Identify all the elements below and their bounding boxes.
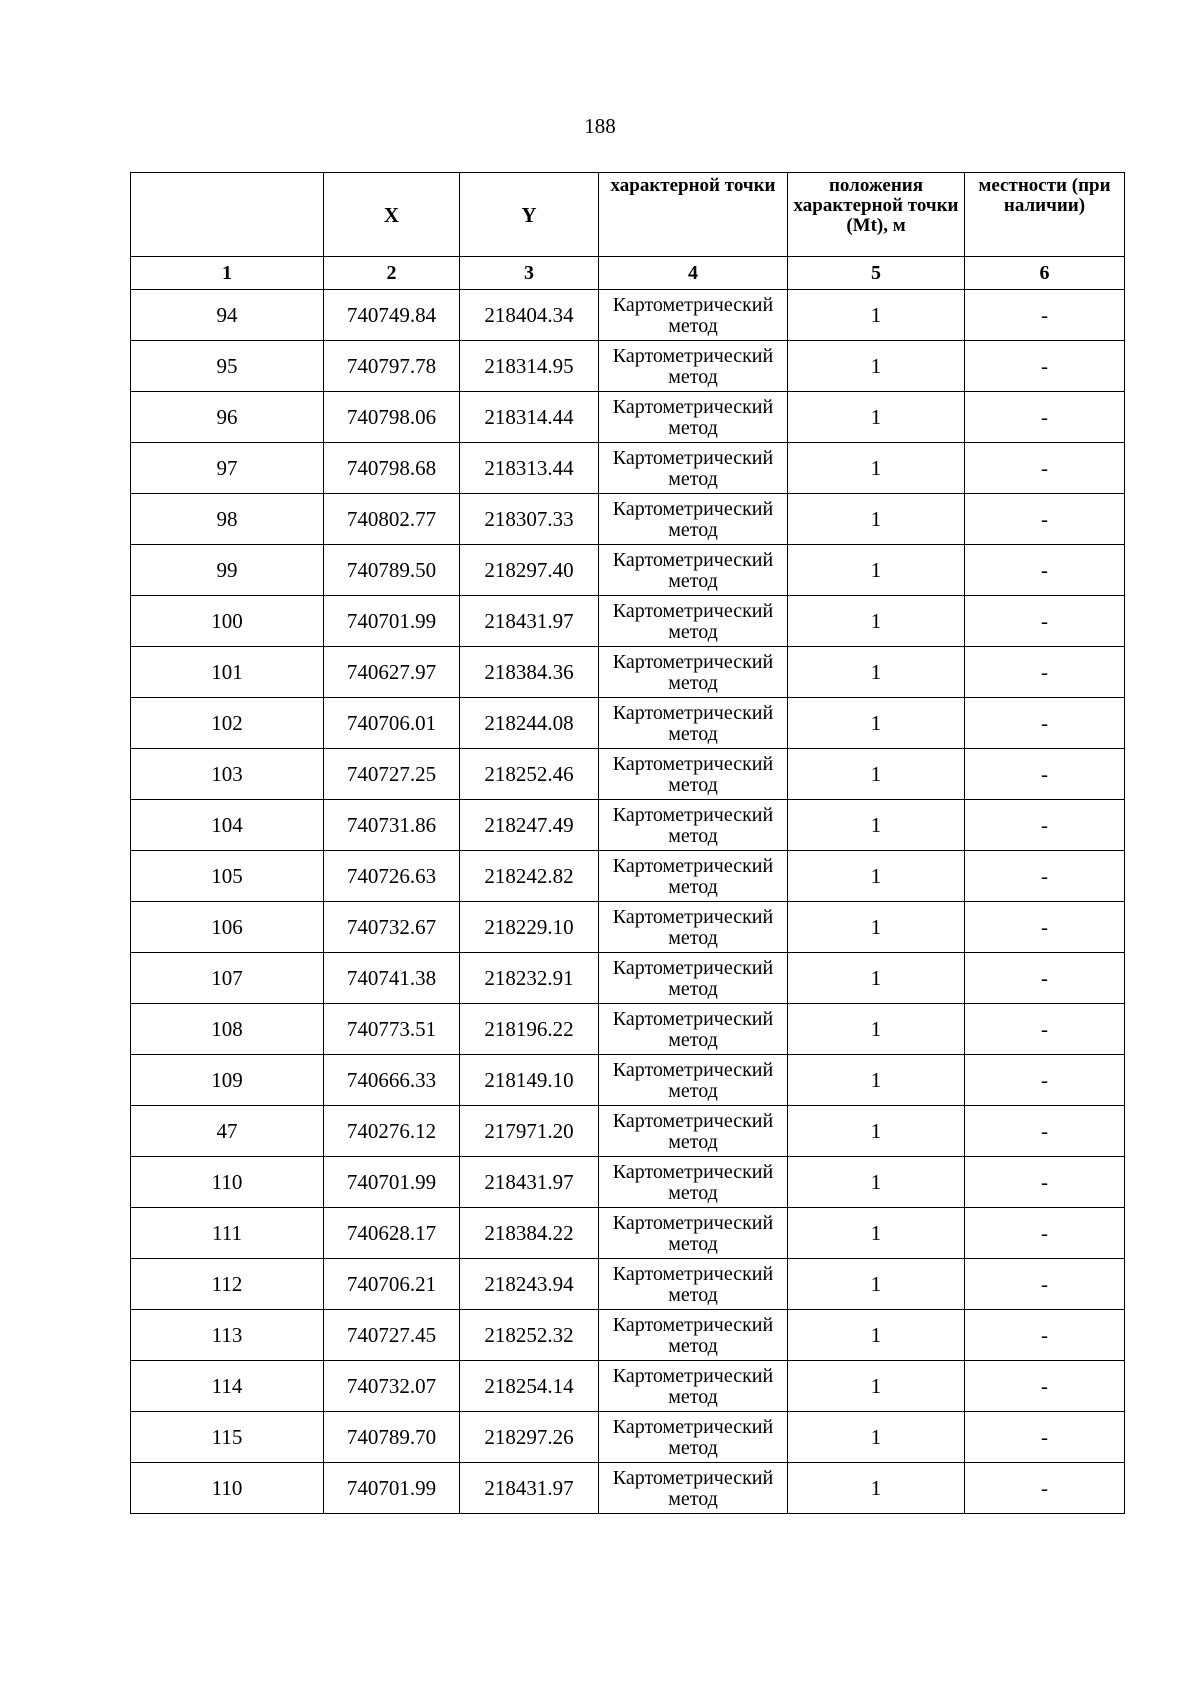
method-cell: Картометрический метод bbox=[599, 494, 788, 545]
description-cell: - bbox=[965, 800, 1125, 851]
y-coordinate-cell: 218297.40 bbox=[460, 545, 599, 596]
point-number-cell: 97 bbox=[131, 443, 324, 494]
point-number-cell: 114 bbox=[131, 1361, 324, 1412]
accuracy-cell: 1 bbox=[788, 902, 965, 953]
x-coordinate-cell: 740802.77 bbox=[324, 494, 460, 545]
y-coordinate-cell: 218307.33 bbox=[460, 494, 599, 545]
header-cell-point-number bbox=[131, 173, 324, 257]
accuracy-cell: 1 bbox=[788, 443, 965, 494]
point-number-cell: 112 bbox=[131, 1259, 324, 1310]
method-cell: Картометрический метод bbox=[599, 443, 788, 494]
accuracy-cell: 1 bbox=[788, 749, 965, 800]
method-cell: Картометрический метод bbox=[599, 953, 788, 1004]
point-number-cell: 111 bbox=[131, 1208, 324, 1259]
x-coordinate-cell: 740706.21 bbox=[324, 1259, 460, 1310]
description-cell: - bbox=[965, 1106, 1125, 1157]
description-cell: - bbox=[965, 1463, 1125, 1514]
table-row bbox=[131, 800, 1125, 851]
description-cell: - bbox=[965, 1004, 1125, 1055]
table-row bbox=[131, 1055, 1125, 1106]
description-cell: - bbox=[965, 1208, 1125, 1259]
description-cell: - bbox=[965, 647, 1125, 698]
x-coordinate-cell: 740727.25 bbox=[324, 749, 460, 800]
point-number-cell: 101 bbox=[131, 647, 324, 698]
point-number-cell: 105 bbox=[131, 851, 324, 902]
x-coordinate-cell: 740797.78 bbox=[324, 341, 460, 392]
header-cell-y: Y bbox=[460, 173, 599, 257]
accuracy-cell: 1 bbox=[788, 341, 965, 392]
y-coordinate-cell: 218229.10 bbox=[460, 902, 599, 953]
description-cell: - bbox=[965, 1361, 1125, 1412]
description-cell: - bbox=[965, 443, 1125, 494]
y-coordinate-cell: 218232.91 bbox=[460, 953, 599, 1004]
column-number-row bbox=[131, 257, 1125, 290]
y-coordinate-cell: 218384.22 bbox=[460, 1208, 599, 1259]
column-number-cell: 3 bbox=[460, 257, 599, 290]
y-coordinate-cell: 218431.97 bbox=[460, 596, 599, 647]
table-row bbox=[131, 647, 1125, 698]
method-cell: Картометрический метод bbox=[599, 800, 788, 851]
y-coordinate-cell: 218314.95 bbox=[460, 341, 599, 392]
table-row bbox=[131, 494, 1125, 545]
accuracy-cell: 1 bbox=[788, 698, 965, 749]
description-cell: - bbox=[965, 1259, 1125, 1310]
method-cell: Картометрический метод bbox=[599, 392, 788, 443]
table-body bbox=[131, 290, 1125, 1514]
point-number-cell: 95 bbox=[131, 341, 324, 392]
description-cell: - bbox=[965, 392, 1125, 443]
method-cell: Картометрический метод bbox=[599, 698, 788, 749]
accuracy-cell: 1 bbox=[788, 800, 965, 851]
table-row bbox=[131, 1310, 1125, 1361]
y-coordinate-cell: 218243.94 bbox=[460, 1259, 599, 1310]
description-cell: - bbox=[965, 851, 1125, 902]
point-number-cell: 113 bbox=[131, 1310, 324, 1361]
y-coordinate-cell: 218404.34 bbox=[460, 290, 599, 341]
x-coordinate-cell: 740789.50 bbox=[324, 545, 460, 596]
y-coordinate-cell: 218244.08 bbox=[460, 698, 599, 749]
y-coordinate-cell: 218247.49 bbox=[460, 800, 599, 851]
x-coordinate-cell: 740727.45 bbox=[324, 1310, 460, 1361]
description-cell: - bbox=[965, 545, 1125, 596]
accuracy-cell: 1 bbox=[788, 545, 965, 596]
accuracy-cell: 1 bbox=[788, 1463, 965, 1514]
page-number: 188 bbox=[584, 114, 616, 138]
x-coordinate-cell: 740666.33 bbox=[324, 1055, 460, 1106]
table-row bbox=[131, 341, 1125, 392]
table-row bbox=[131, 851, 1125, 902]
table-header-row bbox=[131, 173, 1125, 257]
y-coordinate-cell: 218431.97 bbox=[460, 1463, 599, 1514]
method-cell: Картометрический метод bbox=[599, 545, 788, 596]
point-number-cell: 96 bbox=[131, 392, 324, 443]
accuracy-cell: 1 bbox=[788, 1157, 965, 1208]
description-cell: - bbox=[965, 290, 1125, 341]
coordinates-table bbox=[130, 172, 1125, 1514]
table-row bbox=[131, 392, 1125, 443]
x-coordinate-cell: 740798.06 bbox=[324, 392, 460, 443]
description-cell: - bbox=[965, 341, 1125, 392]
point-number-cell: 100 bbox=[131, 596, 324, 647]
column-number-cell: 6 bbox=[965, 257, 1125, 290]
y-coordinate-cell: 218297.26 bbox=[460, 1412, 599, 1463]
description-cell: - bbox=[965, 698, 1125, 749]
x-coordinate-cell: 740701.99 bbox=[324, 596, 460, 647]
accuracy-cell: 1 bbox=[788, 1361, 965, 1412]
method-cell: Картометрический метод bbox=[599, 1412, 788, 1463]
accuracy-cell: 1 bbox=[788, 290, 965, 341]
method-cell: Картометрический метод bbox=[599, 1361, 788, 1412]
point-number-cell: 106 bbox=[131, 902, 324, 953]
accuracy-cell: 1 bbox=[788, 1106, 965, 1157]
method-cell: Картометрический метод bbox=[599, 1106, 788, 1157]
accuracy-cell: 1 bbox=[788, 851, 965, 902]
x-coordinate-cell: 740627.97 bbox=[324, 647, 460, 698]
method-cell: Картометрический метод bbox=[599, 851, 788, 902]
y-coordinate-cell: 218384.36 bbox=[460, 647, 599, 698]
y-coordinate-cell: 218431.97 bbox=[460, 1157, 599, 1208]
x-coordinate-cell: 740731.86 bbox=[324, 800, 460, 851]
accuracy-cell: 1 bbox=[788, 1004, 965, 1055]
y-coordinate-cell: 218252.32 bbox=[460, 1310, 599, 1361]
table-row bbox=[131, 1412, 1125, 1463]
description-cell: - bbox=[965, 596, 1125, 647]
point-number-cell: 103 bbox=[131, 749, 324, 800]
x-coordinate-cell: 740749.84 bbox=[324, 290, 460, 341]
column-number-cell: 5 bbox=[788, 257, 965, 290]
description-cell: - bbox=[965, 749, 1125, 800]
x-coordinate-cell: 740732.07 bbox=[324, 1361, 460, 1412]
y-coordinate-cell: 218149.10 bbox=[460, 1055, 599, 1106]
description-cell: - bbox=[965, 902, 1125, 953]
point-number-cell: 98 bbox=[131, 494, 324, 545]
method-cell: Картометрический метод bbox=[599, 341, 788, 392]
x-coordinate-cell: 740706.01 bbox=[324, 698, 460, 749]
point-number-cell: 110 bbox=[131, 1463, 324, 1514]
x-coordinate-cell: 740789.70 bbox=[324, 1412, 460, 1463]
table-row bbox=[131, 596, 1125, 647]
method-cell: Картометрический метод bbox=[599, 902, 788, 953]
point-number-cell: 107 bbox=[131, 953, 324, 1004]
header-cell-x: X bbox=[324, 173, 460, 257]
method-cell: Картометрический метод bbox=[599, 596, 788, 647]
x-coordinate-cell: 740741.38 bbox=[324, 953, 460, 1004]
table-row bbox=[131, 1463, 1125, 1514]
table-row bbox=[131, 1361, 1125, 1412]
point-number-cell: 110 bbox=[131, 1157, 324, 1208]
accuracy-cell: 1 bbox=[788, 1310, 965, 1361]
point-number-cell: 104 bbox=[131, 800, 324, 851]
column-number-cell: 2 bbox=[324, 257, 460, 290]
point-number-cell: 109 bbox=[131, 1055, 324, 1106]
accuracy-cell: 1 bbox=[788, 647, 965, 698]
description-cell: - bbox=[965, 494, 1125, 545]
y-coordinate-cell: 218313.44 bbox=[460, 443, 599, 494]
description-cell: - bbox=[965, 953, 1125, 1004]
point-number-cell: 102 bbox=[131, 698, 324, 749]
method-cell: Картометрический метод bbox=[599, 1208, 788, 1259]
header-cell-description: местности (при наличии) bbox=[965, 173, 1125, 257]
table-row bbox=[131, 1004, 1125, 1055]
x-coordinate-cell: 740701.99 bbox=[324, 1157, 460, 1208]
header-cell-accuracy: положения характерной точки (Mt), м bbox=[788, 173, 965, 257]
x-coordinate-cell: 740726.63 bbox=[324, 851, 460, 902]
accuracy-cell: 1 bbox=[788, 392, 965, 443]
description-cell: - bbox=[965, 1310, 1125, 1361]
x-coordinate-cell: 740276.12 bbox=[324, 1106, 460, 1157]
description-cell: - bbox=[965, 1055, 1125, 1106]
x-coordinate-cell: 740628.17 bbox=[324, 1208, 460, 1259]
x-coordinate-cell: 740701.99 bbox=[324, 1463, 460, 1514]
point-number-cell: 108 bbox=[131, 1004, 324, 1055]
method-cell: Картометрический метод bbox=[599, 1310, 788, 1361]
table-row bbox=[131, 749, 1125, 800]
method-cell: Картометрический метод bbox=[599, 1463, 788, 1514]
header-cell-method: характерной точки bbox=[599, 173, 788, 257]
y-coordinate-cell: 218314.44 bbox=[460, 392, 599, 443]
point-number-cell: 115 bbox=[131, 1412, 324, 1463]
y-coordinate-cell: 218242.82 bbox=[460, 851, 599, 902]
accuracy-cell: 1 bbox=[788, 494, 965, 545]
method-cell: Картометрический метод bbox=[599, 749, 788, 800]
method-cell: Картометрический метод bbox=[599, 1157, 788, 1208]
y-coordinate-cell: 218254.14 bbox=[460, 1361, 599, 1412]
method-cell: Картометрический метод bbox=[599, 647, 788, 698]
accuracy-cell: 1 bbox=[788, 1055, 965, 1106]
x-coordinate-cell: 740773.51 bbox=[324, 1004, 460, 1055]
y-coordinate-cell: 217971.20 bbox=[460, 1106, 599, 1157]
description-cell: - bbox=[965, 1157, 1125, 1208]
point-number-cell: 99 bbox=[131, 545, 324, 596]
x-coordinate-cell: 740798.68 bbox=[324, 443, 460, 494]
table-row bbox=[131, 545, 1125, 596]
column-number-cell: 4 bbox=[599, 257, 788, 290]
accuracy-cell: 1 bbox=[788, 1259, 965, 1310]
point-number-cell: 47 bbox=[131, 1106, 324, 1157]
column-number-cell: 1 bbox=[131, 257, 324, 290]
y-coordinate-cell: 218196.22 bbox=[460, 1004, 599, 1055]
x-coordinate-cell: 740732.67 bbox=[324, 902, 460, 953]
point-number-cell: 94 bbox=[131, 290, 324, 341]
table-row bbox=[131, 290, 1125, 341]
table-row bbox=[131, 1157, 1125, 1208]
y-coordinate-cell: 218252.46 bbox=[460, 749, 599, 800]
accuracy-cell: 1 bbox=[788, 1208, 965, 1259]
method-cell: Картометрический метод bbox=[599, 1055, 788, 1106]
table-row bbox=[131, 1208, 1125, 1259]
table-row bbox=[131, 902, 1125, 953]
accuracy-cell: 1 bbox=[788, 1412, 965, 1463]
accuracy-cell: 1 bbox=[788, 596, 965, 647]
table-row bbox=[131, 953, 1125, 1004]
description-cell: - bbox=[965, 1412, 1125, 1463]
table-row bbox=[131, 443, 1125, 494]
table-row bbox=[131, 698, 1125, 749]
method-cell: Картометрический метод bbox=[599, 290, 788, 341]
table-row bbox=[131, 1106, 1125, 1157]
method-cell: Картометрический метод bbox=[599, 1004, 788, 1055]
table-row bbox=[131, 1259, 1125, 1310]
accuracy-cell: 1 bbox=[788, 953, 965, 1004]
method-cell: Картометрический метод bbox=[599, 1259, 788, 1310]
